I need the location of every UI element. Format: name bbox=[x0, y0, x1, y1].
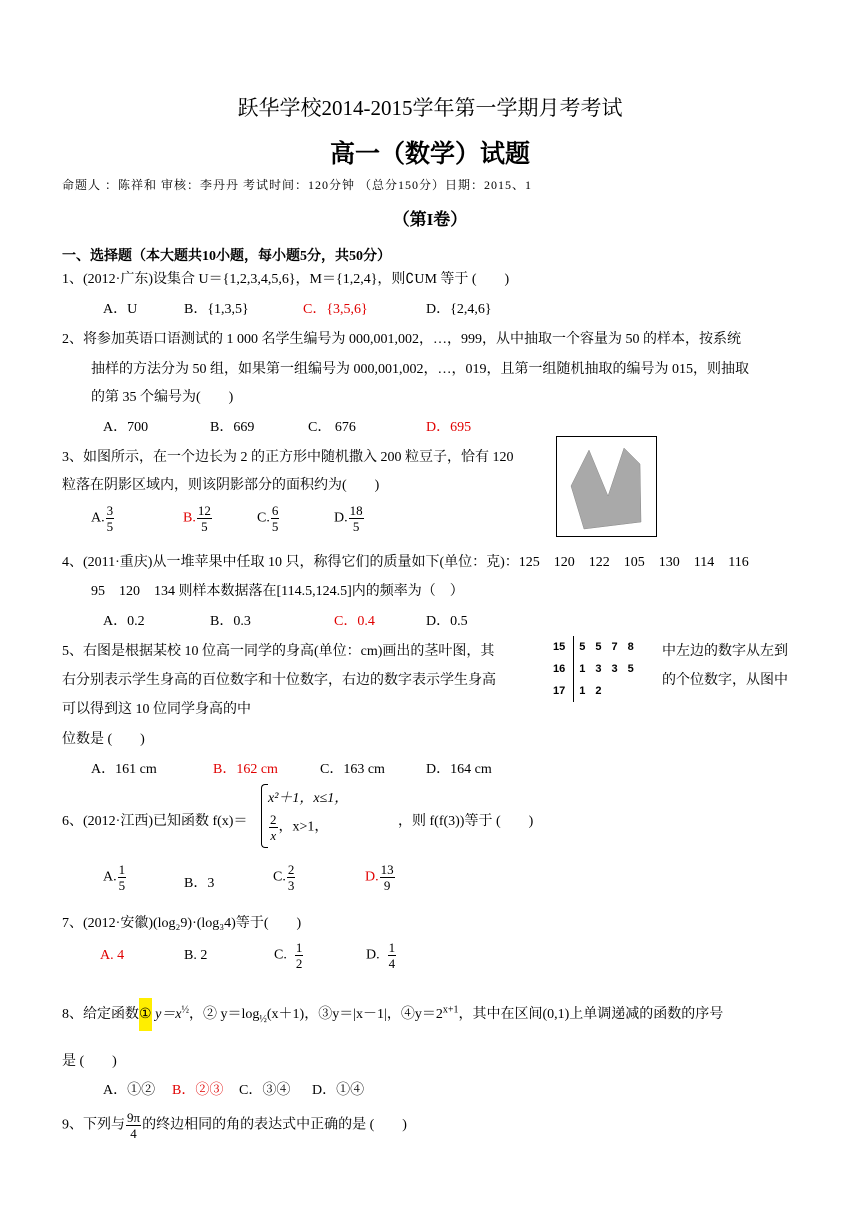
q5-option-c: C．163 cm bbox=[320, 762, 385, 777]
leaf-value: 8 bbox=[627, 641, 634, 653]
q5-line2: 右分别表示学生身高的百位数字和十位数字，右边的数字表示学生身高 bbox=[62, 673, 496, 688]
q2-option-d: D．695 bbox=[426, 420, 472, 435]
leaf-value: 5 bbox=[627, 663, 634, 675]
q6-option-c: C. $\frac{2}{3}$ bbox=[273, 862, 295, 893]
q4-line1: 4、(2011·重庆)从一堆苹果中任取 10 只，称得它们的质量如下(单位：克)：125 120 122 105 130 114 116 bbox=[62, 555, 749, 570]
q2-option-a: A．700 bbox=[103, 420, 149, 435]
q8-stem: 8、给定函数① $y=x^{\frac{1}{2}}$，② $y=\log_{\frac{1}{2}}(x+1)$，③y＝|x－1|，$④y=2^{x+1}$，其中在区间(0,1)上单调递减的函数的序号 bbox=[62, 998, 723, 1031]
stem-value: 15 bbox=[548, 636, 574, 658]
leaf-value: 7 bbox=[611, 641, 618, 653]
q8-line2: 是 ( ) bbox=[62, 1054, 117, 1069]
q5-option-a: A．161 cm bbox=[91, 762, 157, 777]
exam-meta: 命题人 ：陈祥和 审核：李丹丹 考试时间：120分钟 （总分150分）日期：2015、1 bbox=[62, 178, 533, 192]
q3-line2: 粒落在阴影区域内，则该阴影部分的面积约为( ) bbox=[62, 478, 380, 493]
q6-option-b: B．3 bbox=[184, 876, 215, 891]
q6-stem-pre: 6、(2012·江西)已知函数 f(x)＝ bbox=[62, 814, 248, 829]
q1-option-d: D．{2,4,6} bbox=[426, 302, 492, 317]
q2-line1: 2、将参加英语口语测试的 1 000 名学生编号为 000,001,002，…，999，从中抽取一个容量为 50 的样本，按系统 bbox=[62, 332, 741, 347]
section-heading: 一、选择题（本大题共10小题，每小题5分，共50分） bbox=[62, 249, 391, 264]
leaf-value: 3 bbox=[595, 663, 602, 675]
q4-option-d: D．0.5 bbox=[426, 614, 468, 629]
stem-leaf-row bbox=[548, 636, 639, 658]
leaf-value: 1 bbox=[579, 663, 586, 675]
stem-value: 17 bbox=[548, 680, 574, 702]
q6-option-a: A. $\frac{1}{5}$ bbox=[103, 862, 126, 893]
q1-stem: 1、(2012·广东)设集合 U＝{1,2,3,4,5,6}，M＝{1,2,4}，则∁UM 等于 ( ) bbox=[62, 272, 510, 287]
q5-line2-right: 的个位数字，从图中 bbox=[662, 673, 788, 688]
leaf-value: 1 bbox=[579, 685, 586, 697]
q5-line3: 可以得到这 10 位同学身高的中 bbox=[62, 702, 251, 717]
leaf-value: 3 bbox=[611, 663, 618, 675]
q2-line2: 抽样的方法分为 50 组，如果第一组编号为 000,001,002，…，019，且第一组随机抽取的编号为 015，则抽取 bbox=[91, 362, 749, 377]
q8-highlight-mark: ① bbox=[139, 998, 152, 1031]
q9-stem: 9、下列与 $\frac{9\pi}{4}$ 的终边相同的角的表达式中正确的是 ( ) bbox=[62, 1110, 407, 1141]
leaf-value: 5 bbox=[579, 641, 586, 653]
q6-stem-post: ，则 f(f(3))等于 ( ) bbox=[398, 814, 534, 829]
q8-option-a: A．①② bbox=[103, 1083, 156, 1098]
q5-option-b: B．162 cm bbox=[213, 762, 278, 777]
volume-title: （第I卷） bbox=[392, 210, 468, 229]
q3-option-d: D. $\frac{18}{5}$ bbox=[334, 503, 363, 534]
stem-leaf-row bbox=[548, 658, 639, 680]
q8-option-d: D．①④ bbox=[312, 1083, 365, 1098]
q7-stem: 7、(2012·安徽)(log₂9)·(log₃4)等于( ) bbox=[62, 916, 302, 931]
q1-option-a: A．U bbox=[103, 302, 138, 317]
stem-leaf-row bbox=[548, 680, 639, 702]
q1-option-c: C．{3,5,6} bbox=[303, 302, 368, 317]
q6-brace bbox=[261, 784, 268, 848]
q4-option-c: C．0.4 bbox=[334, 614, 375, 629]
q3-option-a: A. $\frac{3}{5}$ bbox=[91, 503, 114, 534]
q4-option-b: B．0.3 bbox=[210, 614, 251, 629]
q5-option-d: D．164 cm bbox=[426, 762, 492, 777]
q6-case1: x²＋1，x≤1， bbox=[268, 791, 349, 806]
leaf-value: 5 bbox=[595, 641, 602, 653]
stem-value: 16 bbox=[548, 658, 574, 680]
q2-option-c: C． 676 bbox=[308, 420, 356, 435]
q2-option-b: B．669 bbox=[210, 420, 255, 435]
q5-line1-right: 中左边的数字从左到 bbox=[662, 644, 788, 659]
q1-option-b: B．{1,3,5} bbox=[184, 302, 249, 317]
q4-line2: 95 120 134 则样本数据落在[114.5,124.5]内的频率为（ ） bbox=[91, 584, 464, 599]
q7-option-d: D. $\frac{1}{4}$ bbox=[366, 940, 396, 971]
leaf-value: 2 bbox=[595, 685, 602, 697]
q7-option-b: B. 2 bbox=[184, 948, 208, 963]
q3-option-b: B. $\frac{12}{5}$ bbox=[183, 503, 211, 534]
q7-option-c: C. $\frac{1}{2}$ bbox=[274, 940, 303, 971]
q5-line1: 5、右图是根据某校 10 位高一同学的身高(单位：cm)画出的茎叶图，其 bbox=[62, 644, 495, 659]
q8-option-b: B．②③ bbox=[172, 1083, 224, 1098]
q6-option-d: D. $\frac{13}{9}$ bbox=[365, 862, 394, 893]
q3-line1: 3、如图所示，在一个边长为 2 的正方形中随机撒入 200 粒豆子，恰有 120 bbox=[62, 450, 514, 465]
q3-shaded-figure bbox=[556, 436, 658, 538]
q3-option-c: C. $\frac{6}{5}$ bbox=[257, 503, 279, 534]
q2-line3: 的第 35 个编号为( ) bbox=[91, 390, 234, 405]
q4-option-a: A．0.2 bbox=[103, 614, 145, 629]
q5-line4: 位数是 ( ) bbox=[62, 732, 145, 747]
school-title: 跃华学校2014-2015学年第一学期月考考试 bbox=[237, 96, 623, 120]
q6-case2: $\frac{2}{x}$ ，x>1， bbox=[270, 812, 329, 843]
subject-title: 高一（数学）试题 bbox=[329, 141, 530, 168]
stem-leaf-plot bbox=[548, 636, 639, 702]
q8-option-c: C．③④ bbox=[239, 1083, 291, 1098]
q7-option-a: A. 4 bbox=[100, 948, 125, 963]
